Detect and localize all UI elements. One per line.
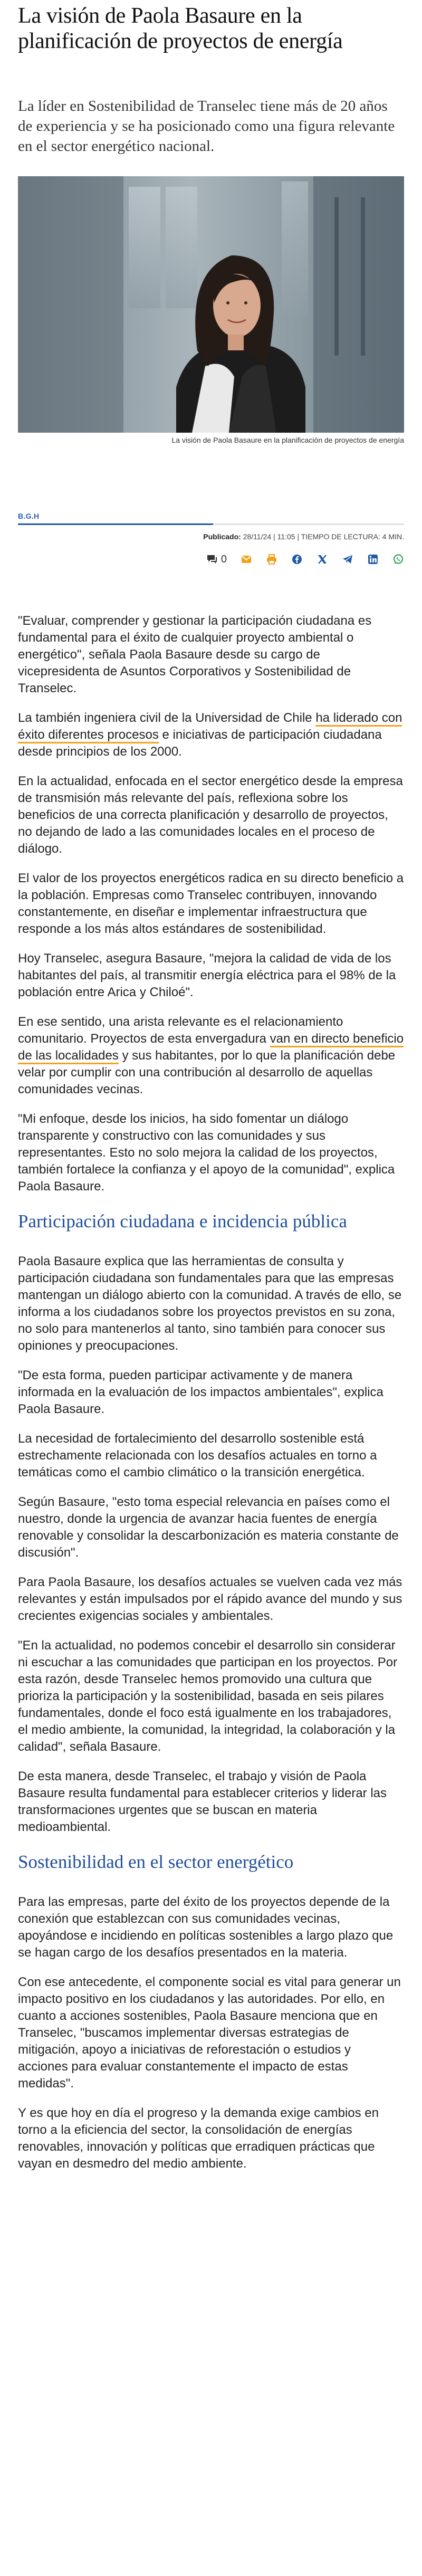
paragraph: Paola Basaure explica que las herramientas de consulta y participación ciudadana son fundamentales para que las empresas mantengan un diálogo abierto con la comunidad. A través de ello, se informa a los ciudadanos sobre los proyectos previstos en su zona, no solo para mantenerlos al tanto, sino también para conocer sus opiniones y preocupaciones. bbox=[18, 1254, 402, 1353]
whatsapp-share-button[interactable] bbox=[392, 554, 404, 565]
paragraph: "En la actualidad, no podemos concebir el desarrollo sin considerar ni escuchar a las comunidades que participan en los proyectos. Por esta razón, desde Transelec hemos promovido una cultura que prioriza la participación y la sostenibilidad, basada en seis pilares fundamentales, donde el foco está igualmente en los trabajadores, el medio ambiente, la comunidad, la integridad, la colaboración y la calidad", señala Basaure. bbox=[18, 1638, 398, 1754]
author-rule bbox=[18, 523, 404, 525]
paragraph: La también ingeniera civil de la Universidad de Chile ha liderado con éxito diferentes procesos e iniciativas de participación ciudadana desde principios de los 2000. bbox=[18, 711, 402, 759]
paragraph: En la actualidad, enfocada en el sector energético desde la empresa de transmisión más relevante del país, reflexiona sobre los beneficios de una correcta planificación y desarrollo de proyectos, no dejando de lado a las comunidades locales en el proceso de diálogo. bbox=[18, 774, 403, 856]
x-icon bbox=[317, 554, 328, 565]
telegram-share-button[interactable] bbox=[342, 554, 353, 565]
article-lead: La líder en Sostenibilidad de Transelec tiene más de 20 años de experiencia y se ha posicionado como una figura relevante en el sector energético nacional. bbox=[18, 98, 395, 155]
comment-icon bbox=[206, 554, 218, 565]
paragraph: La necesidad de fortalecimiento del desarrollo sostenible está estrechamente relacionada con los desafíos actuales en torno a temáticas como el cambio climático o la transición energética. bbox=[18, 1432, 377, 1480]
paragraph: Y es que hoy en día el progreso y la demanda exige cambios en torno a la eficiencia del sector, la consolidación de energías renovables, innovación y políticas que erradiquen prácticas que vayan en desmedro del medio ambiente. bbox=[18, 2106, 379, 2171]
article-figure bbox=[18, 176, 404, 449]
linkedin-share-button[interactable] bbox=[367, 554, 379, 565]
publication-info bbox=[18, 532, 404, 541]
facebook-icon bbox=[292, 554, 302, 565]
article-photo bbox=[18, 176, 404, 433]
paragraph: Para las empresas, parte del éxito de los proyectos depende de la conexión que establezcan con sus comunidades vecinas, apoyándose e incidiendo en políticas sostenibles a largo plazo que se hagan cargo de los desafíos presentados en la materia. bbox=[18, 1895, 394, 1960]
share-bar bbox=[18, 552, 404, 566]
telegram-icon bbox=[342, 555, 353, 564]
whatsapp-icon bbox=[393, 554, 404, 565]
paragraph: Para Paola Basaure, los desafíos actuales se vuelven cada vez más relevantes y están impulsados por el rápido avance del mundo y sus crecientes exigencias sociales y ambientales. bbox=[18, 1575, 402, 1623]
paragraph: Con ese antecedente, el componente social es vital para generar un impacto positivo en los ciudadanos y las autoridades. Por ello, en cuanto a acciones sostenibles, Paola Basaure menciona que en Transelec, "buscamos implementar diversas estrategias de mitigación, apoyo a iniciativas de reforestación o estudios y acciones para evaluar constantemente el impacto de estas medidas". bbox=[18, 1975, 401, 2091]
linkedin-icon bbox=[368, 554, 378, 565]
portrait-illustration bbox=[18, 176, 404, 433]
article-meta bbox=[18, 512, 404, 566]
email-share-button[interactable] bbox=[241, 554, 252, 565]
image-caption: La visión de Paola Basaure en la planificación de proyectos de energía bbox=[171, 436, 404, 444]
x-share-button[interactable] bbox=[316, 554, 328, 565]
facebook-share-button[interactable] bbox=[291, 554, 303, 565]
author-name[interactable]: B.G.H bbox=[18, 512, 40, 520]
paragraph: "Evaluar, comprender y gestionar la participación ciudadana es fundamental para el éxito de cualquier proyecto ambiental o energético", señala Paola Basaure desde su cargo de vicepresidenta de Asuntos Corporativos y Sostenibilidad de Transelec. bbox=[18, 614, 372, 695]
article-title: La visión de Paola Basaure en la planificación de proyectos de energía bbox=[18, 4, 343, 53]
reading-time: | TIEMPO DE LECTURA: 4 MIN. bbox=[297, 532, 404, 541]
paragraph: En ese sentido, una arista relevante es el relacionamiento comunitario. Proyectos de esta envergadura van en directo beneficio de las localidades y sus habitantes, por lo que la planificación debe velar por cumplir con una contribución al desarrollo de aquellas comunidades vecinas. bbox=[18, 1015, 404, 1096]
published-date: 28/11/24 | 11:05 bbox=[243, 532, 295, 541]
highlighted-link[interactable]: van en directo beneficio de las localidades bbox=[18, 1032, 404, 1064]
comments-button[interactable] bbox=[206, 554, 227, 566]
section-heading: Participación ciudadana e incidencia pública bbox=[18, 1211, 347, 1232]
paragraph: Hoy Transelec, asegura Basaure, "mejora la calidad de vida de los habitantes del país, al transmitir energía eléctrica para el 98% de la población entre Arica y Chiloé". bbox=[18, 951, 396, 999]
print-icon bbox=[266, 554, 277, 565]
highlighted-link[interactable]: ha liderado con éxito diferentes procesos bbox=[18, 711, 402, 743]
comment-count: 0 bbox=[220, 553, 227, 565]
section-heading: Sostenibilidad en el sector energético bbox=[18, 1852, 294, 1872]
paragraph: De esta manera, desde Transelec, el trabajo y visión de Paola Basaure resulta fundamental para establecer criterios y liderar las transformaciones urgentes que se buscan en materia medioambiental. bbox=[18, 1769, 387, 1834]
paragraph: "De esta forma, pueden participar activamente y de manera informada en la evaluación de los impactos ambientales", explica Paola Basaure. bbox=[18, 1368, 383, 1416]
print-button[interactable] bbox=[266, 554, 277, 565]
paragraph: Según Basaure, "esto toma especial relevancia en países como el nuestro, donde la urgencia de avanzar hacia fuentes de energía renovable y consolidar la descarbonización es materia constante de discusión". bbox=[18, 1495, 399, 1560]
article-body bbox=[18, 613, 404, 2172]
paragraph: "Mi enfoque, desde los inicios, ha sido fomentar un diálogo transparente y constructivo con las comunidades y sus representantes. Esto no solo mejora la calidad de los proyectos, también fortalece la confianza y el apoyo de la comunidad", explica Paola Basaure. bbox=[18, 1112, 395, 1194]
paragraph: El valor de los proyectos energéticos radica en su directo beneficio a la población. Empresas como Transelec contribuyen, innovando constantemente, en diseñar e implementar infraestructura que responde a los más altos estándares de sostenibilidad. bbox=[18, 871, 404, 936]
email-icon bbox=[241, 555, 252, 564]
published-label: Publicado: bbox=[203, 532, 241, 541]
